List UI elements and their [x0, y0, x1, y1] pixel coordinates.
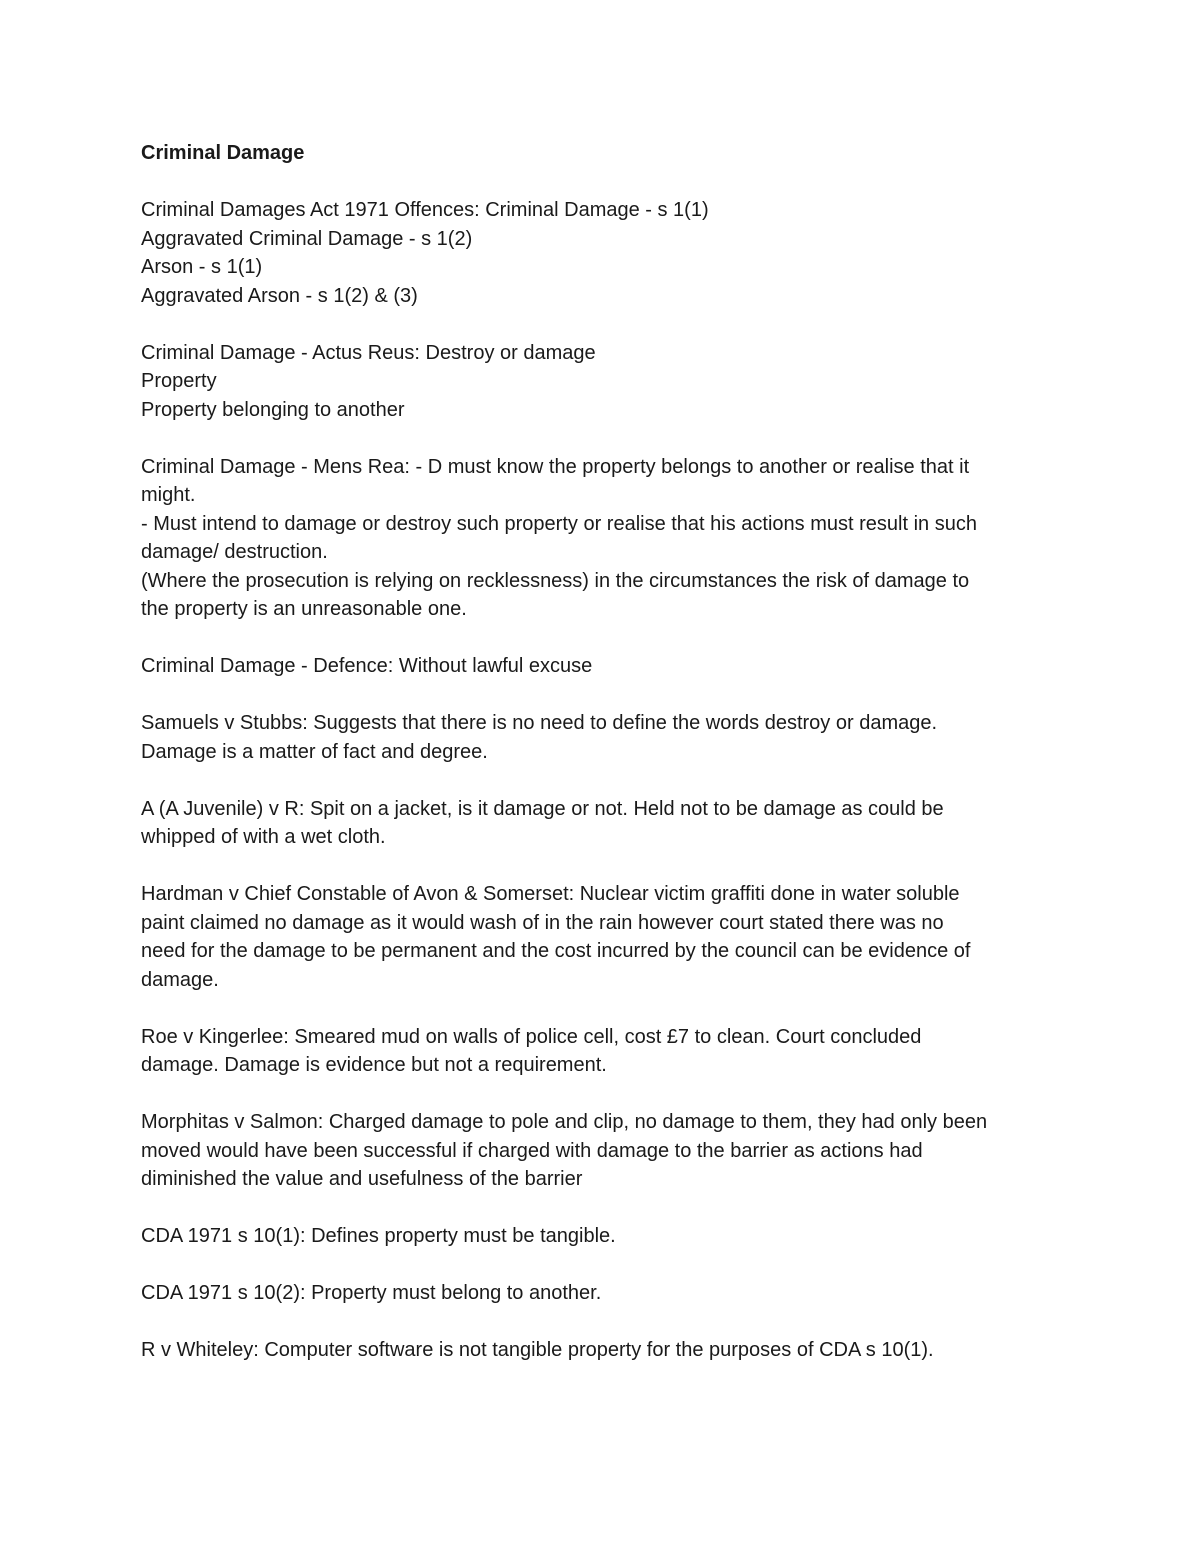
- document-title: Criminal Damage: [141, 142, 305, 164]
- text-line: Aggravated Criminal Damage - s 1(2): [141, 227, 473, 250]
- document-page: [141, 139, 1061, 1365]
- paragraph: [141, 1279, 1061, 1308]
- paragraph-spacer: [141, 424, 1061, 453]
- paragraph: [141, 339, 1061, 425]
- paragraph-spacer: [141, 168, 1061, 197]
- paragraph: [141, 1336, 1061, 1365]
- text-line: R v Whiteley: Computer software is not tangible property for the purposes of CDA s 10(1).: [141, 1339, 934, 1361]
- text-line: whipped of with a wet cloth.: [141, 826, 386, 848]
- document-body: [141, 168, 1061, 1365]
- text-line: Samuels v Stubbs: Suggests that there is no need to define the words destroy or damage.: [141, 712, 938, 734]
- text-line: CDA 1971 s 10(2): Property must belong to another.: [141, 1282, 602, 1304]
- paragraph: [141, 1108, 1061, 1194]
- paragraph: [141, 652, 1061, 681]
- text-line: - Must intend to damage or destroy such property or realise that his actions must result in such: [141, 512, 977, 535]
- paragraph-spacer: [141, 766, 1061, 795]
- paragraph: [141, 880, 1061, 994]
- text-line: diminished the value and usefulness of the barrier: [141, 1168, 583, 1190]
- paragraph: [141, 1023, 1061, 1080]
- text-line: Criminal Damage - Actus Reus: Destroy or damage: [141, 341, 596, 364]
- text-line: (Where the prosecution is relying on recklessness) in the circumstances the risk of damage to: [141, 569, 970, 592]
- paragraph-spacer: [141, 1308, 1061, 1337]
- paragraph: [141, 709, 1061, 766]
- paragraph: [141, 1222, 1061, 1251]
- text-line: Property belonging to another: [141, 398, 405, 421]
- text-line: Criminal Damage - Mens Rea: - D must know the property belongs to another or realise that it: [141, 455, 970, 478]
- text-line: Property: [141, 370, 217, 392]
- text-line: Morphitas v Salmon: Charged damage to pole and clip, no damage to them, they had only been: [141, 1111, 988, 1133]
- text-line: A (A Juvenile) v R: Spit on a jacket, is it damage or not. Held not to be damage as could be: [141, 797, 944, 820]
- text-line: Criminal Damages Act 1971 Offences: Criminal Damage - s 1(1): [141, 199, 709, 221]
- text-line: damage. Damage is evidence but not a requirement.: [141, 1054, 607, 1076]
- text-line: Aggravated Arson - s 1(2) & (3): [141, 284, 418, 307]
- paragraph: [141, 453, 1061, 624]
- paragraph-spacer: [141, 310, 1061, 339]
- text-line: Criminal Damage - Defence: Without lawful excuse: [141, 655, 593, 677]
- text-line: moved would have been successful if charged with damage to the barrier as actions had: [141, 1139, 923, 1162]
- text-line: CDA 1971 s 10(1): Defines property must be tangible.: [141, 1225, 616, 1247]
- paragraph-spacer: [141, 624, 1061, 653]
- text-line: paint claimed no damage as it would wash of in the rain however court stated there was no: [141, 911, 944, 934]
- text-line: the property is an unreasonable one.: [141, 598, 467, 620]
- paragraph: [141, 795, 1061, 852]
- text-line: need for the damage to be permanent and the cost incurred by the council can be evidence of: [141, 940, 971, 962]
- text-line: damage/ destruction.: [141, 541, 328, 563]
- text-line: damage.: [141, 968, 219, 991]
- paragraph-spacer: [141, 681, 1061, 710]
- paragraph-spacer: [141, 1194, 1061, 1223]
- text-line: Hardman v Chief Constable of Avon & Somerset: Nuclear victim graffiti done in water soluble: [141, 883, 960, 905]
- paragraph-spacer: [141, 994, 1061, 1023]
- paragraph: [141, 196, 1061, 310]
- text-line: Arson - s 1(1): [141, 256, 263, 278]
- paragraph-spacer: [141, 852, 1061, 881]
- text-line: might.: [141, 484, 196, 506]
- text-line: Damage is a matter of fact and degree.: [141, 740, 488, 763]
- text-line: Roe v Kingerlee: Smeared mud on walls of police cell, cost £7 to clean. Court concluded: [141, 1025, 922, 1048]
- paragraph-spacer: [141, 1251, 1061, 1280]
- paragraph-spacer: [141, 1080, 1061, 1109]
